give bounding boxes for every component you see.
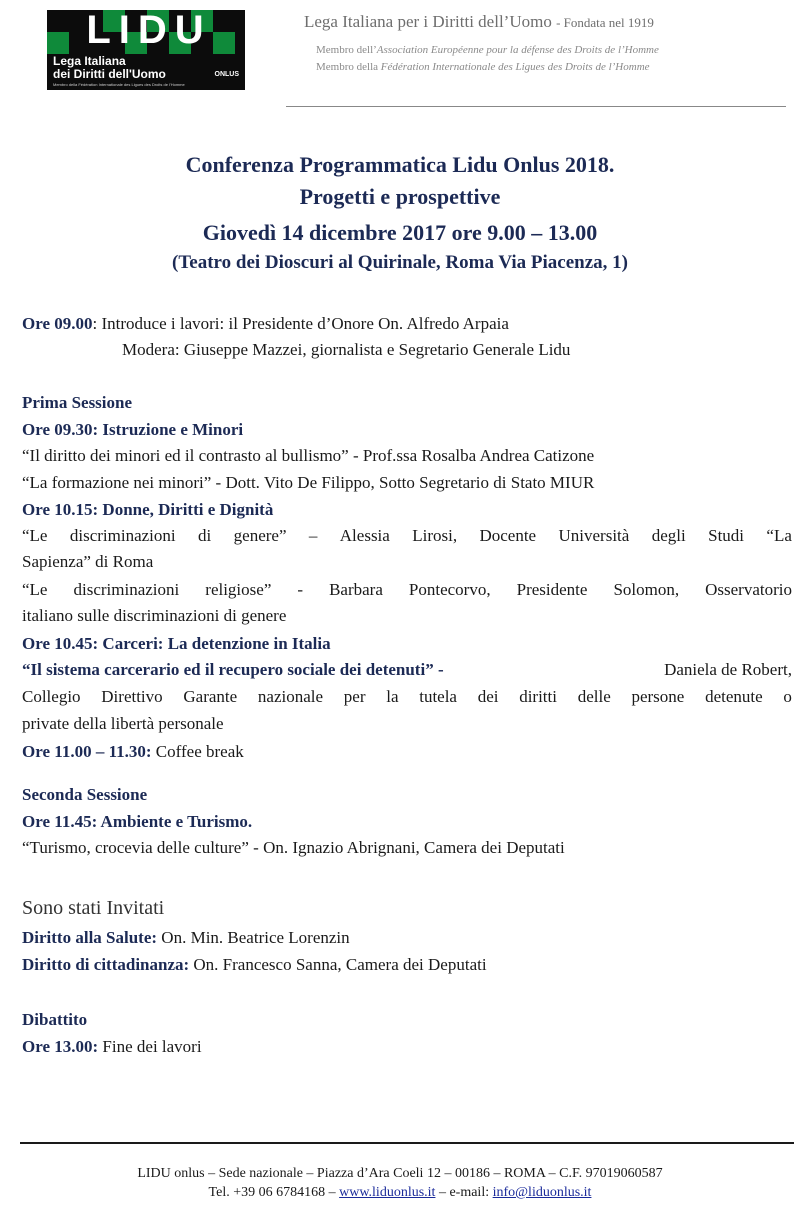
justified-word: Barbara <box>329 580 383 599</box>
justified-word: dei <box>477 687 499 706</box>
org-name-text: Lega Italiana per i Diritti dell’Uomo <box>304 12 552 31</box>
org-name <box>304 12 654 32</box>
footer-phone: Tel. +39 06 6784168 – <box>208 1185 340 1200</box>
talk-carcerario-speaker: Daniela de Robert, <box>664 660 792 679</box>
talk-turismo-speaker: - On. Ignazio Abrignani, Camera dei Deputati <box>248 838 565 857</box>
opening-line <box>22 314 509 334</box>
website-link[interactable]: www.liduonlus.it <box>339 1185 436 1200</box>
talk-discriminazioni-genere-cont: Sapienza” di Roma <box>22 552 154 571</box>
talk-carcerario-cont2: private della libertà personale <box>22 714 224 733</box>
logo-line2: dei Diritti dell'Uomo <box>53 67 166 81</box>
session-1-heading-text: Ore 09.30: Istruzione e Minori <box>22 420 244 439</box>
membership-1-prefix: Membro dell’ <box>316 44 377 56</box>
justified-word: – <box>308 526 318 545</box>
session-4-heading-text: Ore 11.45: Ambiente e Turismo. <box>22 812 253 831</box>
invitato-salute <box>22 928 350 948</box>
invitato-cittadinanza-name: On. Francesco Sanna, Camera dei Deputati <box>189 955 487 974</box>
session-heading-ambiente <box>22 812 252 832</box>
justified-word: Pontecorvo, <box>408 580 491 599</box>
invitato-salute-name: On. Min. Beatrice Lorenzin <box>157 928 350 947</box>
justified-word: delle <box>577 687 611 706</box>
dibattito <box>22 1010 87 1030</box>
logo-line1: Lega Italiana <box>53 54 126 68</box>
conference-subtitle: Progetti e prospettive <box>299 184 501 209</box>
talk-bullismo-title: “Il diritto dei minori ed il contrasto al bullismo” <box>22 446 349 465</box>
justified-word: detenute <box>705 687 763 706</box>
session-heading-carceri <box>22 634 331 654</box>
talk-discriminazioni-genere <box>22 526 792 546</box>
coffee-break <box>22 742 244 762</box>
talk-formazione <box>22 473 594 493</box>
prima-heading-text: Prima Sessione <box>22 393 133 412</box>
fine-lavori <box>22 1037 202 1057</box>
justified-word: Lirosi, <box>412 526 458 545</box>
justified-word: Direttivo <box>101 687 163 706</box>
seconda-sessione-heading <box>22 785 147 805</box>
justified-word: Docente <box>479 526 537 545</box>
moderator-line: Modera: Giuseppe Mazzei, giornalista e Segretario Generale Lidu <box>122 340 571 359</box>
footer-address: LIDU onlus – Sede nazionale – Piazza d’Ara Coeli 12 – 00186 – ROMA – C.F. 97019060587 <box>137 1166 663 1181</box>
conference-venue: (Teatro dei Dioscuri al Quirinale, Roma Via Piacenza, 1) <box>172 252 628 273</box>
logo-onlus-badge: ONLUS <box>214 71 239 78</box>
coffee-break-text: Coffee break <box>151 742 244 761</box>
coffee-break-time: Ore 11.00 – 11.30: <box>22 742 152 761</box>
invitati-heading: Sono stati Invitati <box>22 897 165 919</box>
justified-word: degli <box>651 526 686 545</box>
dibattito-text: Dibattito <box>22 1010 88 1029</box>
talk-bullismo <box>22 446 594 466</box>
footer-contacts <box>0 1185 800 1201</box>
justified-word: Alessia <box>339 526 390 545</box>
talk-sistema-carcerario <box>22 660 792 680</box>
justified-word: tutela <box>419 687 457 706</box>
membership-line-2 <box>316 61 650 73</box>
talk-discriminazioni-religiose <box>22 580 792 600</box>
justified-word: Collegio <box>22 687 81 706</box>
talk-formazione-speaker: - Dott. Vito De Filippo, Sotto Segretario di Stato MIUR <box>211 473 595 492</box>
opening-text: : Introduce i lavori: il Presidente d’Onore On. Alfredo Arpaia <box>92 314 509 333</box>
justified-word: diritti <box>519 687 557 706</box>
justified-word: “La <box>766 526 792 545</box>
talk-bullismo-speaker: - Prof.ssa Rosalba Andrea Catizone <box>348 446 595 465</box>
lidu-logo <box>47 10 245 90</box>
conference-date: Giovedì 14 dicembre 2017 ore 9.00 – 13.00 <box>202 220 598 245</box>
justified-word: nazionale <box>257 687 324 706</box>
justified-word: la <box>386 687 399 706</box>
membership-2-name: Fédération Internationale des Ligues des Droits de l’Homme <box>380 61 650 73</box>
justified-word: “Le <box>22 526 48 545</box>
session-2-heading-text: Ore 10.15: Donne, Diritti e Dignità <box>22 500 274 519</box>
justified-word: genere” <box>233 526 287 545</box>
invitato-salute-label: Diritto alla Salute: <box>22 928 158 947</box>
invitato-cittadinanza <box>22 955 487 975</box>
talk-formazione-title: “La formazione nei minori” <box>22 473 212 492</box>
session-heading-donne <box>22 500 273 520</box>
talk-carcerario-title: “Il sistema carcerario ed il recupero sociale dei detenuti” - <box>22 660 444 679</box>
talk-turismo <box>22 838 565 858</box>
talk-carcerario-cont <box>22 687 792 707</box>
justified-word: “Le <box>22 580 48 599</box>
justified-word: Università <box>558 526 630 545</box>
org-founded: - Fondata nel 1919 <box>556 15 654 30</box>
membership-line-1 <box>316 44 659 56</box>
talk-turismo-title: “Turismo, crocevia delle culture” <box>22 838 249 857</box>
justified-word: di <box>198 526 212 545</box>
seconda-heading-text: Seconda Sessione <box>22 785 148 804</box>
session-heading-istruzione <box>22 420 243 440</box>
justified-word: Garante <box>183 687 238 706</box>
logo-wordmark: LIDU <box>86 10 212 52</box>
prima-sessione-heading <box>22 393 132 413</box>
opening-time: Ore 09.00 <box>22 314 93 333</box>
session-3-heading-text: Ore 10.45: Carceri: La detenzione in Italia <box>22 634 331 653</box>
logo-fine-print: Membro della Fédération Internationale des Ligues des Droits de l'Homme <box>53 82 185 87</box>
justified-word: discriminazioni <box>69 526 176 545</box>
talk-discriminazioni-religiose-cont: italiano sulle discriminazioni di genere <box>22 606 287 625</box>
justified-word: per <box>343 687 366 706</box>
justified-word: religiose” <box>205 580 272 599</box>
justified-word: discriminazioni <box>73 580 180 599</box>
conference-title: Conferenza Programmatica Lidu Onlus 2018. <box>185 152 615 177</box>
justified-word: Solomon, <box>613 580 680 599</box>
justified-word: Osservatorio <box>705 580 792 599</box>
fine-lavori-text: Fine dei lavori <box>98 1037 202 1056</box>
header-divider <box>286 106 786 107</box>
justified-word: o <box>783 687 792 706</box>
email-link[interactable]: info@liduonlus.it <box>492 1185 592 1200</box>
justified-word: Studi <box>708 526 745 545</box>
membership-2-prefix: Membro della <box>316 61 381 73</box>
invitato-cittadinanza-label: Diritto di cittadinanza: <box>22 955 190 974</box>
membership-1-name: Association Européenne pour la défense des Droits de l’Homme <box>376 44 659 56</box>
footer-email-label: – e-mail: <box>435 1185 493 1200</box>
fine-lavori-time: Ore 13.00: <box>22 1037 99 1056</box>
justified-word: Presidente <box>516 580 588 599</box>
footer-divider <box>20 1142 794 1144</box>
justified-word: - <box>297 580 304 599</box>
justified-word: persone <box>631 687 685 706</box>
